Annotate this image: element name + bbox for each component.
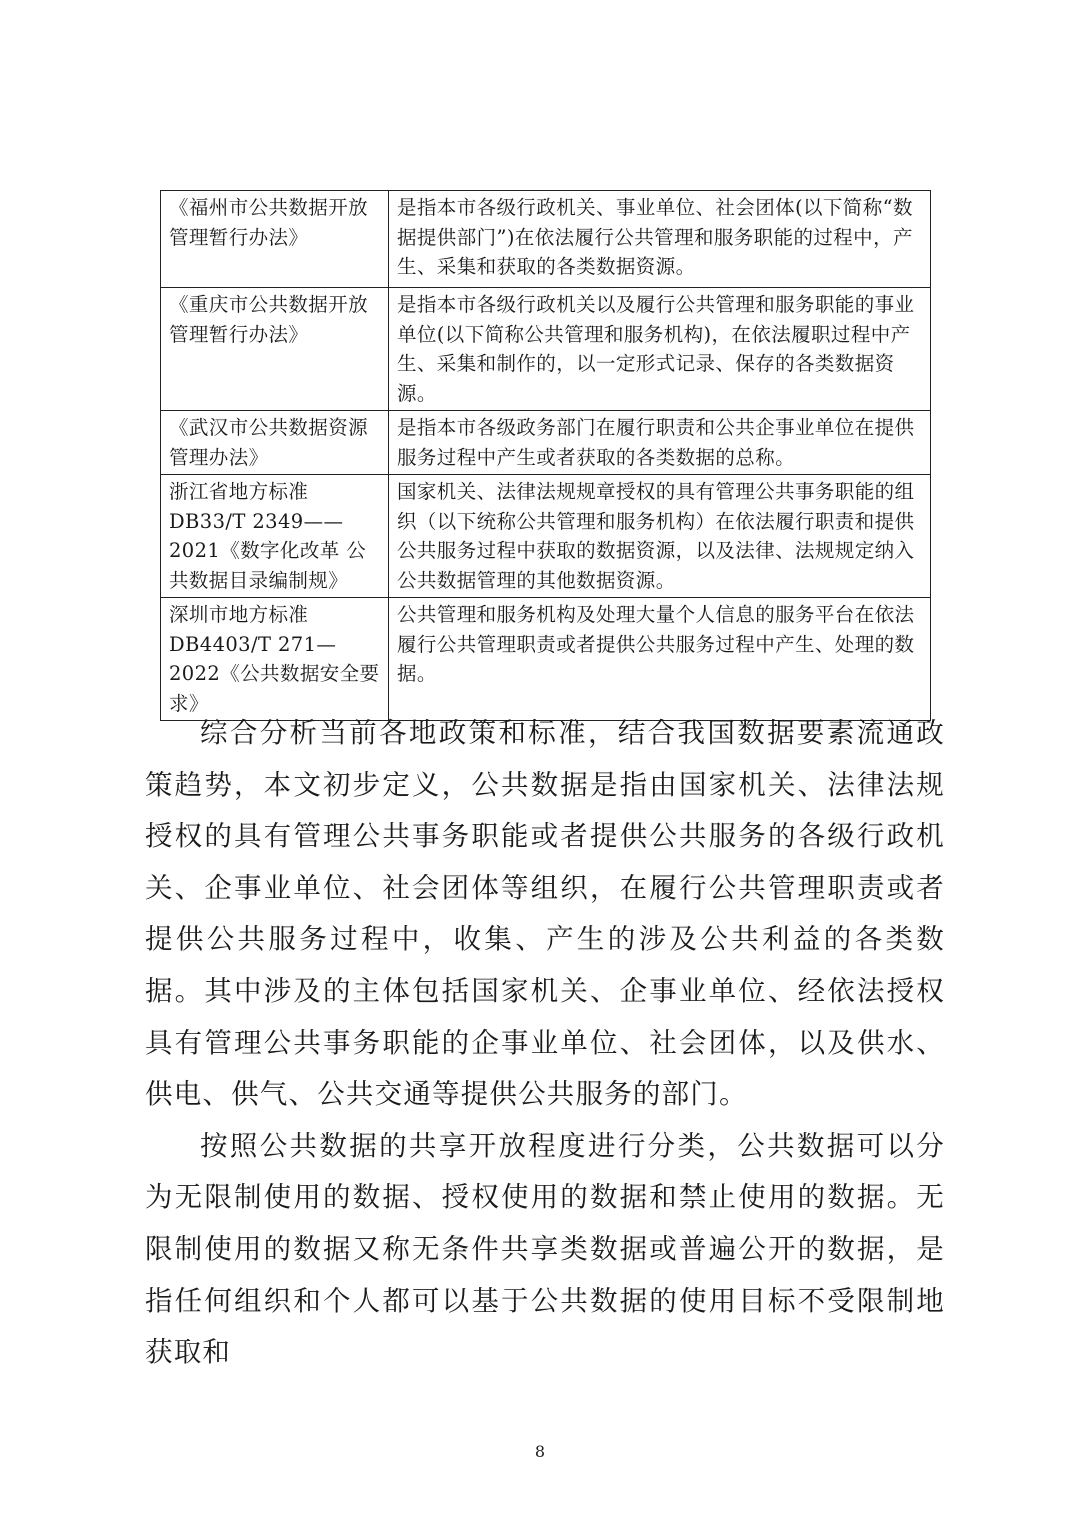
paragraph: 综合分析当前各地政策和标准，结合我国数据要素流通政策趋势，本文初步定义，公共数据是指由国家机关、法律法规授权的具有管理公共事务职能或者提供公共服务的各级行政机关、企事业单位、社会团体等组织，在履行公共管理职责或者提供公共服务过程中，收集、产生的涉及公共利益的各类数据。其中涉及的主体包括国家机关、企事业单位、经依法授权具有管理公共事务职能的企事业单位、社会团体，以及供水、供电、供气、公共交通等提供公共服务的部门。 xyxy=(145,717,945,1111)
table-cell-source: 深圳市地方标准DB4403/T 271—2022《公共数据安全要求》 xyxy=(161,598,389,721)
table-row xyxy=(161,475,931,598)
paragraph: 按照公共数据的共享开放程度进行分类，公共数据可以分为无限制使用的数据、授权使用的数据和禁止使用的数据。无限制使用的数据又称无条件共享类数据或普遍公开的数据，是指任何组织和个人都可以基于公共数据的使用目标不受限制地获取和 xyxy=(145,1129,945,1369)
table-cell-source: 《重庆市公共数据开放管理暂行办法》 xyxy=(161,288,389,411)
table-cell-source: 《福州市公共数据开放管理暂行办法》 xyxy=(161,191,389,288)
table-row xyxy=(161,598,931,721)
page-number: 8 xyxy=(534,1442,546,1461)
table-row xyxy=(161,288,931,411)
body-text xyxy=(145,708,945,1379)
table-cell-definition: 是指本市各级行政机关以及履行公共管理和服务职能的事业单位(以下简称公共管理和服务机构)，在依法履职过程中产生、采集和制作的，以一定形式记录、保存的各类数据资源。 xyxy=(389,288,931,411)
table-cell-source: 《武汉市公共数据资源管理办法》 xyxy=(161,411,389,475)
table-cell-definition: 公共管理和服务机构及处理大量个人信息的服务平台在依法履行公共管理职责或者提供公共服务过程中产生、处理的数据。 xyxy=(389,598,931,721)
table-cell-definition: 国家机关、法律法规规章授权的具有管理公共事务职能的组织（以下统称公共管理和服务机构）在依法履行职责和提供公共服务过程中获取的数据资源，以及法律、法规规定纳入公共数据管理的其他数据资源。 xyxy=(389,475,931,598)
table-cell-source: 浙江省地方标准DB33/T 2349——2021《数字化改革 公共数据目录编制规》 xyxy=(161,475,389,598)
table-row xyxy=(161,411,931,475)
table-row xyxy=(161,191,931,288)
table-cell-definition: 是指本市各级行政机关、事业单位、社会团体(以下简称“数据提供部门”)在依法履行公共管理和服务职能的过程中，产生、采集和获取的各类数据资源。 xyxy=(389,191,931,288)
table-cell-definition: 是指本市各级政务部门在履行职责和公共企事业单位在提供服务过程中产生或者获取的各类数据的总称。 xyxy=(389,411,931,475)
definitions-table xyxy=(160,190,931,721)
